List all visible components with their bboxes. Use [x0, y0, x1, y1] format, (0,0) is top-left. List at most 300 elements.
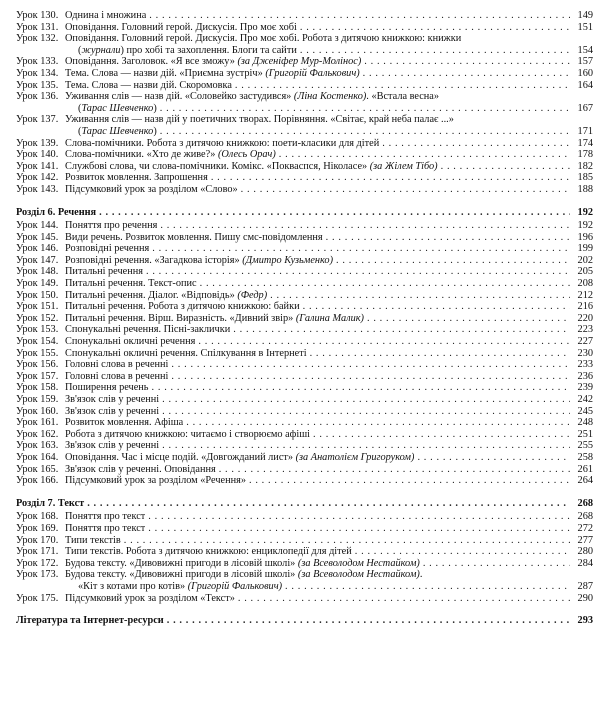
toc-entry[interactable]: [16, 266, 593, 278]
lesson-number: Урок 148.: [16, 266, 59, 278]
title-text: Поняття про текст: [65, 522, 146, 534]
lesson-title: [65, 56, 361, 68]
lesson-number: Урок 130.: [16, 10, 59, 21]
author-citation: (Галина Малик): [295, 312, 364, 324]
author-citation: (Григорій Фалькович): [187, 580, 283, 592]
dot-leader: [200, 278, 570, 290]
page-number: 188: [577, 183, 593, 195]
toc-entry[interactable]: [16, 290, 593, 302]
title-text: Тема. Слова — назви дій. Скоромовка: [65, 79, 232, 91]
lesson-title: [65, 558, 420, 570]
dot-leader: [382, 138, 570, 150]
page-number: 151: [577, 21, 593, 33]
lesson-title: [65, 440, 159, 452]
dot-leader: [249, 475, 570, 487]
dot-leader: [148, 523, 570, 535]
lesson-number: Урок 149.: [16, 278, 59, 290]
page-number: 157: [577, 56, 593, 68]
page-number: 216: [577, 301, 593, 313]
dot-leader: [279, 149, 570, 161]
title-text: Спонукальні окличні речення. Спілкування в Інтернеті: [65, 347, 307, 359]
lesson-number: Урок 144.: [16, 220, 59, 232]
page-number: 192: [577, 220, 593, 232]
lesson-number: Урок 137.: [16, 114, 59, 126]
toc-entry[interactable]: [16, 220, 593, 232]
title-text: .: [419, 569, 423, 581]
page-number: 261: [577, 463, 593, 475]
page-number: 202: [577, 254, 593, 266]
lesson-title: [65, 278, 197, 290]
lesson-number: Урок 175.: [16, 592, 59, 604]
title-text: (: [78, 44, 82, 56]
page-number: 208: [577, 278, 593, 290]
lesson-number: Урок 171.: [16, 546, 59, 558]
lesson-title: [65, 406, 159, 418]
toc-entry[interactable]: [16, 359, 593, 371]
toc-entry[interactable]: [16, 581, 593, 593]
lesson-number: Урок 161.: [16, 417, 59, 429]
dot-leader: [235, 80, 570, 92]
page-number: 178: [577, 149, 593, 161]
author-citation: (Григорій Фалькович): [265, 67, 360, 79]
lesson-number: Урок 136.: [16, 91, 59, 103]
lesson-title: [65, 80, 232, 92]
toc-entry[interactable]: [16, 22, 593, 34]
toc-entry[interactable]: [16, 255, 593, 267]
title-text: Питальні речення. Діалог. «Відповідь»: [65, 289, 238, 301]
title-text: Головні слова в реченні: [65, 370, 169, 382]
bibliography-title: Література та Інтернет-ресурси: [16, 615, 164, 627]
toc-entry[interactable]: [16, 172, 593, 184]
title-text: Поняття про текст: [65, 511, 146, 523]
title-text: Розповідні речення: [65, 243, 150, 255]
toc-entry[interactable]: [16, 243, 593, 255]
toc-entry[interactable]: [16, 103, 593, 115]
section-title: Розділ 6. Речення: [16, 206, 97, 218]
lesson-number: Урок 160.: [16, 405, 59, 417]
lesson-title: [65, 429, 310, 441]
title-text: Розвиток мовлення. Афіша: [65, 417, 184, 429]
title-text: Типи текстів. Робота з дитячою книжкою: енциклопедії для дітей: [65, 546, 352, 558]
title-text: Службові слова, чи слова-помічники. Комікс. «Покваспся, Ніколасе»: [65, 160, 370, 172]
lesson-title: [65, 255, 333, 267]
lesson-title: [65, 184, 238, 196]
dot-leader: [417, 452, 570, 464]
lesson-title: [65, 91, 439, 103]
lesson-number: Урок 154.: [16, 336, 59, 348]
lesson-title: [65, 348, 307, 360]
dot-leader: [162, 406, 570, 418]
dot-leader: [300, 45, 570, 57]
page-number: 268: [577, 497, 593, 509]
page-number: 205: [577, 266, 593, 278]
lesson-title: [65, 22, 297, 34]
title-text: ): [153, 125, 157, 137]
lesson-number: Урок 133.: [16, 56, 59, 68]
lesson-number: Урок 153.: [16, 324, 59, 336]
lesson-number: Урок 173.: [16, 569, 59, 581]
page-number: 239: [577, 382, 593, 394]
lesson-title: [65, 417, 183, 429]
dot-leader: [233, 324, 570, 336]
title-text: Зв'язок слів у реченні: [65, 394, 160, 405]
toc-entry[interactable]: [16, 10, 593, 22]
dot-leader: [149, 10, 570, 22]
title-text: Поширення речень: [65, 382, 149, 394]
dot-leader: [160, 220, 570, 232]
dot-leader: [313, 429, 570, 441]
page-number: 230: [577, 347, 593, 359]
title-text: Слова-помічники. Робота з дитячою книжкою: поети-класики для дітей: [65, 137, 380, 149]
dot-leader: [303, 301, 570, 313]
lesson-title: [65, 324, 230, 336]
toc-entry[interactable]: [16, 301, 593, 313]
lesson-title: [65, 535, 121, 547]
title-text: Уживання слів — назв дій. «Соловейко застудився»: [65, 91, 294, 103]
lesson-title: [65, 232, 323, 244]
author-citation: (Федр): [237, 289, 268, 301]
title-text: Уживання слів — назв дій у поетичних творах. Порівняння. «Світає, край неба палає ...»: [65, 114, 454, 126]
page-number: 171: [577, 125, 593, 137]
dot-leader: [162, 394, 570, 406]
lesson-title: [65, 301, 300, 313]
toc-entry[interactable]: [16, 523, 593, 535]
page-number: 154: [577, 44, 593, 56]
lesson-number: Урок 155.: [16, 347, 59, 359]
page-number: 236: [577, 370, 593, 382]
title-text: Однина і множина: [65, 10, 147, 21]
lesson-title: [65, 149, 276, 161]
lesson-number: Урок 132.: [16, 33, 59, 45]
lesson-number: Урок 152.: [16, 312, 59, 324]
lesson-title: [65, 371, 168, 383]
toc-entry[interactable]: [16, 511, 593, 523]
lesson-number: Урок 158.: [16, 382, 59, 394]
title-text: Поняття про речення: [65, 220, 158, 232]
lesson-number: Урок 151.: [16, 301, 59, 313]
page-number: 164: [577, 79, 593, 91]
page-number: 290: [577, 592, 593, 604]
lesson-title: [78, 126, 157, 138]
title-text: Розвиток мовлення. Запрошення: [65, 172, 208, 184]
toc-entry[interactable]: [16, 440, 593, 452]
page-number: 287: [577, 580, 593, 592]
page-number: 196: [577, 231, 593, 243]
lesson-title: [65, 464, 216, 476]
page-number: 272: [577, 522, 593, 534]
dot-leader: [152, 382, 571, 394]
lesson-number: Урок 134.: [16, 67, 59, 79]
toc-entry[interactable]: [16, 138, 593, 150]
lesson-title: [65, 33, 461, 45]
dot-leader: [171, 371, 570, 383]
lesson-title: [65, 452, 414, 464]
page-number: 174: [577, 137, 593, 149]
dot-leader: [198, 336, 570, 348]
bibliography-entry[interactable]: [16, 615, 593, 627]
toc-entry[interactable]: [16, 33, 593, 45]
dot-leader: [171, 359, 570, 371]
dot-leader: [87, 498, 570, 510]
dot-leader: [148, 511, 570, 523]
lesson-number: Урок 145.: [16, 231, 59, 243]
title-text: Оповідання. Час і місце подій. «Довгожданий лист»: [65, 451, 296, 463]
page-number: 264: [577, 475, 593, 487]
author-citation: (Ліна Костенко): [293, 91, 367, 103]
lesson-number: Урок 147.: [16, 254, 59, 266]
title-text: Підсумковий урок за розділом «Слово»: [65, 183, 238, 195]
lesson-title: [78, 581, 282, 593]
dot-leader: [219, 464, 570, 476]
lesson-title: [65, 593, 235, 605]
lesson-number: Урок 162.: [16, 428, 59, 440]
toc-entry[interactable]: [16, 68, 593, 80]
dot-leader: [160, 103, 570, 115]
toc-entry[interactable]: [16, 464, 593, 476]
page-number: 242: [577, 394, 593, 405]
page-number: 251: [577, 428, 593, 440]
title-text: Розповідні речення. «Загадкова історія»: [65, 254, 243, 266]
toc-entry[interactable]: [16, 371, 593, 383]
page-number: 212: [577, 289, 593, 301]
lesson-title: [65, 394, 159, 406]
dot-leader: [152, 243, 570, 255]
lesson-title: [65, 290, 267, 302]
title-text: . «Встала весна»: [366, 91, 440, 103]
lesson-title: [65, 172, 208, 184]
lesson-title: [65, 523, 145, 535]
title-text: Спонукальні речення. Пісні-заклички: [65, 324, 231, 336]
lesson-number: Урок 170.: [16, 534, 59, 546]
toc-entry[interactable]: [16, 417, 593, 429]
lesson-title: [65, 511, 145, 523]
toc-entry[interactable]: [16, 45, 593, 57]
toc-entry[interactable]: [16, 452, 593, 464]
toc-entry[interactable]: [16, 569, 593, 581]
title-text: Підсумковий урок за розділом «Текст»: [65, 592, 235, 604]
lesson-number: Урок 166.: [16, 475, 59, 487]
toc-entry[interactable]: [16, 114, 593, 126]
title-text: Питальні речення: [65, 266, 143, 278]
page-number: 245: [577, 405, 593, 417]
lesson-number: Урок 169.: [16, 522, 59, 534]
title-text: ) про хобі та захоплення. Блоги та сайти: [120, 44, 297, 56]
toc-entry[interactable]: [16, 394, 593, 406]
page-number: 268: [577, 511, 593, 523]
dot-leader: [241, 184, 570, 196]
dot-leader: [186, 417, 570, 429]
lesson-title: [65, 114, 454, 126]
page-number: 258: [577, 451, 593, 463]
dot-leader: [300, 22, 570, 34]
lesson-number: Урок 156.: [16, 359, 59, 371]
page-number: 199: [577, 243, 593, 255]
lesson-title: [65, 313, 364, 325]
section-heading[interactable]: [16, 498, 593, 510]
toc-entry[interactable]: [16, 336, 593, 348]
dot-leader: [162, 440, 570, 452]
lesson-title: [65, 546, 352, 558]
title-text: «Кіт з котами про котів»: [78, 580, 188, 592]
dot-leader: [238, 593, 570, 605]
page-number: 293: [577, 615, 593, 627]
lesson-number: Урок 143.: [16, 183, 59, 195]
title-text: Зв'язок слів у реченні. Оповідання: [65, 463, 216, 475]
title-text: (: [78, 102, 82, 114]
toc-entry[interactable]: [16, 91, 593, 103]
dot-leader: [211, 172, 570, 184]
lesson-title: [65, 161, 438, 173]
page-number: 149: [577, 10, 593, 21]
dot-leader: [146, 266, 570, 278]
lesson-title: [65, 220, 157, 232]
title-text: Питальні речення. Вірш. Виразність. «Дивний звір»: [65, 312, 296, 324]
toc-entry[interactable]: [16, 324, 593, 336]
lesson-number: Урок 142.: [16, 172, 59, 184]
toc-entry[interactable]: [16, 80, 593, 92]
title-text: Види речень. Розвиток мовлення. Пишу смс-повідомлення: [65, 231, 323, 243]
section-title: Розділ 7. Текст: [16, 497, 85, 509]
dot-leader: [364, 56, 570, 68]
dot-leader: [423, 558, 570, 570]
section-heading[interactable]: [16, 207, 593, 219]
author-citation: Тарас Шевченко: [81, 102, 154, 114]
title-text: Робота з дитячою книжкою: читаємо і створюємо афіші: [65, 428, 310, 440]
toc-entry[interactable]: [16, 382, 593, 394]
author-citation: (за Всеволодом Нестайком): [297, 557, 420, 569]
lesson-number: Урок 146.: [16, 243, 59, 255]
lesson-number: Урок 141.: [16, 160, 59, 172]
lesson-title: [65, 569, 422, 581]
lesson-title: [78, 45, 297, 57]
lesson-number: Урок 135.: [16, 79, 59, 91]
dot-leader: [441, 161, 570, 173]
toc-entry[interactable]: [16, 348, 593, 360]
author-citation: Тарас Шевченко: [81, 125, 154, 137]
title-text: Оповідання. Головний герой. Дискусія. Про моє хобі. Робота з дитячою книжкою: книжки: [65, 33, 462, 45]
page-number: 280: [577, 546, 593, 558]
toc-entry[interactable]: [16, 313, 593, 325]
title-text: Зв'язок слів у реченні: [65, 405, 160, 417]
title-text: ): [153, 102, 157, 114]
toc-entry[interactable]: [16, 546, 593, 558]
lesson-number: Урок 172.: [16, 557, 59, 569]
title-text: Будова тексту. «Дивовижні пригоди в лісовій школі»: [65, 569, 298, 581]
title-text: Оповідання. Головний герой. Дискусія. Про моє хобі: [65, 21, 297, 33]
title-text: Тема. Слова — назви дій. «Приємна зустріч»: [65, 67, 266, 79]
lesson-title: [65, 336, 195, 348]
title-text: Слова-помічники. «Хто де живе?»: [65, 149, 218, 161]
page-number: 255: [577, 440, 593, 452]
lesson-number: Урок 163.: [16, 440, 59, 452]
lesson-title: [65, 10, 146, 22]
title-text: (: [78, 125, 82, 137]
title-text: Підсумковий урок за розділом «Речення»: [65, 475, 246, 487]
dot-leader: [160, 126, 570, 138]
toc-entry[interactable]: [16, 593, 593, 605]
lesson-title: [78, 103, 157, 115]
lesson-title: [65, 68, 360, 80]
dot-leader: [355, 546, 570, 558]
dot-leader: [167, 615, 570, 627]
dot-leader: [124, 535, 570, 547]
page-number: 182: [577, 160, 593, 172]
author-citation: (Олесь Орач): [217, 149, 276, 161]
author-citation: (за Всеволодом Нестайком): [297, 569, 420, 581]
page-number: 185: [577, 172, 593, 184]
lesson-number: Урок 150.: [16, 289, 59, 301]
dot-leader: [285, 581, 570, 593]
lesson-number: Урок 159.: [16, 394, 59, 405]
author-citation: (за Дженіфер Мур-Молінос): [237, 56, 362, 68]
page-number: 167: [577, 102, 593, 114]
lesson-number: Урок 140.: [16, 149, 59, 161]
page-number: 192: [577, 206, 593, 218]
table-of-contents: [16, 10, 593, 627]
author-citation: (Дмитро Кузьменко): [242, 254, 333, 266]
lesson-number: Урок 157.: [16, 370, 59, 382]
lesson-number: Урок 165.: [16, 463, 59, 475]
lesson-title: [65, 266, 143, 278]
title-text: Питальні речення. Робота з дитячою книжкою: байки: [65, 301, 300, 313]
dot-leader: [270, 290, 570, 302]
title-text: Типи текстів: [65, 534, 121, 546]
toc-entry[interactable]: [16, 406, 593, 418]
toc-entry[interactable]: [16, 149, 593, 161]
toc-entry[interactable]: [16, 558, 593, 570]
title-text: Оповідання. Заголовок. «Я все зможу»: [65, 56, 238, 68]
lesson-number: Урок 168.: [16, 511, 59, 523]
author-citation: (за Жілем Тібо): [369, 160, 438, 172]
page-number: 284: [577, 557, 593, 569]
page-number: 277: [577, 534, 593, 546]
toc-entry[interactable]: [16, 161, 593, 173]
dot-leader: [336, 255, 570, 267]
toc-entry[interactable]: [16, 184, 593, 196]
toc-entry[interactable]: [16, 429, 593, 441]
lesson-title: [65, 475, 246, 487]
title-text: Спонукальні окличні речення: [65, 336, 196, 348]
page-number: 223: [577, 324, 593, 336]
author-citation: журнали: [81, 44, 121, 56]
title-text: Головні слова в реченні: [65, 359, 169, 371]
dot-leader: [99, 207, 570, 219]
toc-entry[interactable]: [16, 535, 593, 547]
lesson-title: [65, 138, 379, 150]
page-number: 227: [577, 336, 593, 348]
lesson-title: [65, 382, 149, 394]
dot-leader: [310, 348, 570, 360]
page-number: 160: [577, 67, 593, 79]
toc-entry[interactable]: [16, 232, 593, 244]
toc-entry[interactable]: [16, 56, 593, 68]
title-text: Зв'язок слів у реченні: [65, 440, 160, 452]
toc-entry[interactable]: [16, 126, 593, 138]
lesson-number: Урок 164.: [16, 451, 59, 463]
lesson-title: [65, 243, 149, 255]
lesson-title: [65, 359, 168, 371]
author-citation: (за Анатолієм Григоруком): [295, 451, 415, 463]
toc-entry[interactable]: [16, 475, 593, 487]
page-number: 233: [577, 359, 593, 371]
title-text: Питальні речення. Текст-опис: [65, 278, 197, 290]
toc-entry[interactable]: [16, 278, 593, 290]
lesson-number: Урок 131.: [16, 21, 59, 33]
dot-leader: [363, 68, 570, 80]
page-number: 220: [577, 312, 593, 324]
lesson-number: Урок 139.: [16, 137, 59, 149]
dot-leader: [367, 313, 570, 325]
